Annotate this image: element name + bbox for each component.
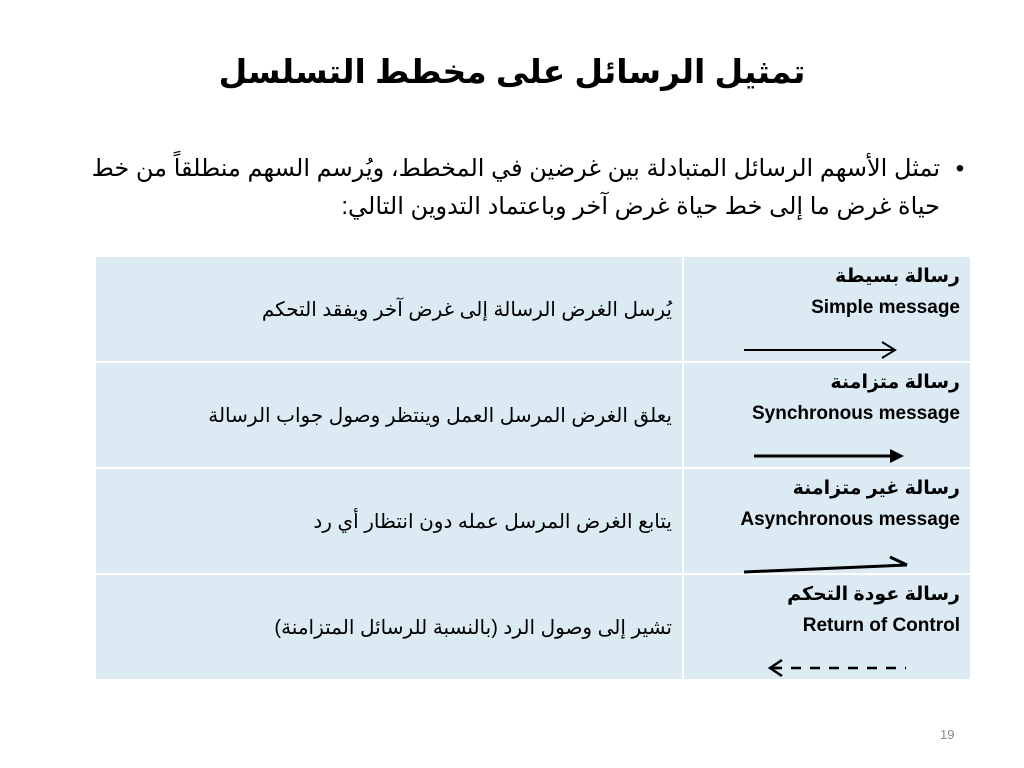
message-type-english: Asynchronous message <box>740 509 960 530</box>
message-description: تشير إلى وصول الرد (بالنسبة للرسائل المتزامنة) <box>95 574 683 680</box>
message-type-cell <box>683 574 971 680</box>
table-row <box>95 362 971 468</box>
message-description: يعلق الغرض المرسل العمل وينتظر وصول جواب الرسالة <box>95 362 683 468</box>
message-type-cell <box>683 362 971 468</box>
simple-arrow-icon <box>734 335 914 365</box>
table-row <box>95 256 971 362</box>
table-row <box>95 468 971 574</box>
message-type-arabic: رسالة غير متزامنة <box>792 478 960 499</box>
message-type-english: Synchronous message <box>751 403 960 424</box>
table-row <box>95 574 971 680</box>
message-type-arabic: رسالة عودة التحكم <box>787 584 960 605</box>
bullet-paragraph <box>80 150 970 226</box>
dashed-return-arrow-icon <box>734 653 914 683</box>
filled-arrow-icon <box>734 441 914 471</box>
message-type-english: Simple message <box>811 297 960 318</box>
message-type-arabic: رسالة متزامنة <box>830 372 960 393</box>
message-type-english: Return of Control <box>802 615 960 636</box>
message-type-arabic: رسالة بسيطة <box>835 266 960 287</box>
page-number: 19 <box>940 727 955 742</box>
message-type-cell <box>683 468 971 574</box>
message-description: يتابع الغرض المرسل عمله دون انتظار أي رد <box>95 468 683 574</box>
message-type-cell <box>683 256 971 362</box>
message-types-table <box>94 255 972 681</box>
bullet-marker: • <box>955 155 965 182</box>
message-description: يُرسل الغرض الرسالة إلى غرض آخر ويفقد التحكم <box>95 256 683 362</box>
bullet-text: تمثل الأسهم الرسائل المتبادلة بين غرضين في المخطط، ويُرسم السهم منطلقاً من خط حياة غرض ما إلى خط حياة غرض آخر وباعتماد التدوين التالي: <box>91 155 940 220</box>
slide-title: تمثيل الرسائل على مخطط التسلسل <box>218 53 806 90</box>
half-arrow-icon <box>734 547 914 577</box>
